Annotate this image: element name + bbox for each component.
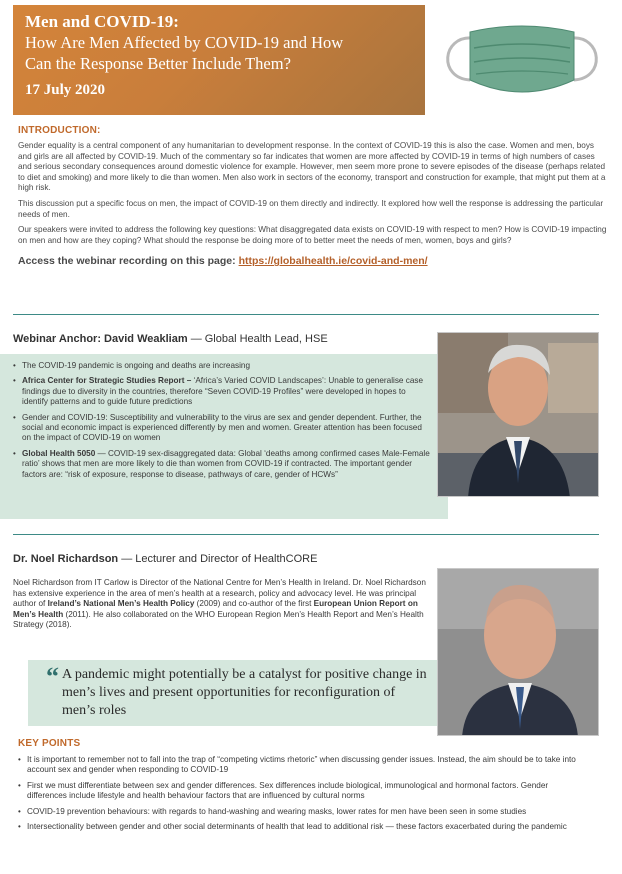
section-divider [13, 314, 599, 315]
page-title: Men and COVID-19: [25, 12, 179, 31]
key-points-heading: KEY POINTS [18, 738, 81, 749]
anchor-heading [13, 333, 328, 345]
list-item: • Gender and COVID-19: Susceptibility and vulnerability to the virus are sex and gender dependent. Further, the social and economic impact is experienced differently by men and women. Greater attention has been focused on the impact of COVID-19 on women [13, 413, 433, 444]
list-item: • Africa Center for Strategic Studies Report – ‘Africa’s Varied COVID Landscapes’: Unable to generalise case findings due to diversity in the countries, therefore “Seven COVID-19 Profiles” were developed in hopes to identify patterns and to guide future predictions [13, 376, 433, 407]
speaker-heading [13, 553, 317, 565]
header-banner [13, 5, 425, 115]
anchor-photo [437, 332, 599, 497]
intro-paragraph: Our speakers were invited to address the following key questions: What disaggregated data exists on COVID-19 with respect to men? How is COVID-19 impacting on men and how are they coping? What should the response be doing more of to better meet the needs of men, women, boys and girls? [18, 225, 607, 245]
page-subtitle-line1: How Are Men Affected by COVID-19 and How [25, 33, 344, 52]
face-mask-icon [432, 18, 612, 108]
anchor-role: — Global Health Lead, HSE [190, 333, 328, 345]
speaker-photo [437, 568, 599, 736]
speaker-bio: Noel Richardson from IT Carlow is Director of the National Centre for Men’s Health in Ireland. Dr. Noel Richardson has extensive experience in the area of men’s health at a research, policy and advocacy level. He was principal author of Ireland’s National Men’s Health Policy (2009) and co-author of the first European Union Report on Men’s Health (2011). He also collaborated on the WHO European Region Men’s Health Report and Men’s Health Strategy (2018). [13, 578, 426, 629]
anchor-bullet-list [13, 361, 433, 485]
list-item: • It is important to remember not to fall into the trap of “competing victims rhetoric” when discussing gender issues. Instead, the aim should be to take into account sex and gender when responding to COVID-19 [18, 755, 590, 776]
intro-paragraph: Gender equality is a central component of any humanitarian to development response. In the context of COVID-19 this is also the case. Women and men, boys and girls are all affected by COVID-19. Much of the commentary so far indicates that women are more affected by COVID-19 in terms of high numbers of cases and serious secondary consequences around domestic violence for example. However, men seem more prone to severe episodes of the disease (perhaps related to diet and smoking) and more likely to die than women. Men also work in sectors of the economy, transport and construction for example, that might put them at a high risk. [18, 141, 606, 193]
quote-mark-icon: “ [46, 662, 59, 691]
event-date: 17 July 2020 [25, 82, 106, 98]
list-item: • COVID-19 prevention behaviours: with regards to hand-washing and wearing masks, lower rates for men have been seen in some studies [18, 807, 590, 817]
list-item: • Intersectionality between gender and other social determinants of health that lead to additional risk — these factors exacerbated during the pandemic [18, 822, 590, 832]
access-recording [18, 255, 608, 267]
quote-text: A pandemic might potentially be a catalyst for positive change in men’s lives and present opportunities for reconfiguration of men’s roles [62, 667, 427, 718]
anchor-name: Webinar Anchor: David Weakliam [13, 333, 188, 345]
page-subtitle-line2: Can the Response Better Include Them? [25, 54, 291, 73]
webinar-link[interactable]: https://globalhealth.ie/covid-and-men/ [238, 255, 428, 268]
speaker-role: — Lecturer and Director of HealthCORE [121, 553, 318, 565]
pull-quote [28, 660, 438, 726]
introduction-heading: INTRODUCTION: [18, 125, 101, 136]
intro-paragraph: This discussion put a specific focus on men, the impact of COVID-19 on them directly and indirectly. It explored how well the response is addressing the particular needs of men. [18, 198, 604, 219]
list-item: • Global Health 5050 — COVID-19 sex-disaggregated data: Global ‘deaths among confirmed cases Male-Female ratio’ shows that men are more likely to die than women from COVID-19 if contracted. The important gender factors are: “risk of exposure, response to disease, pathways of care, gender of HCWs” [13, 449, 433, 480]
access-label: Access the webinar recording on this page: [18, 255, 236, 268]
list-item: • First we must differentiate between sex and gender differences. Sex differences include biological, immunological and hormonal factors. Gender differences include lifestyle and health behaviour factors that are influenced by cultural norms [18, 781, 590, 802]
list-item: • The COVID-19 pandemic is ongoing and deaths are increasing [13, 361, 433, 371]
section-divider [13, 534, 599, 535]
introduction-section [18, 125, 608, 267]
speaker-name: Dr. Noel Richardson [13, 553, 119, 565]
key-points-list [18, 755, 590, 837]
